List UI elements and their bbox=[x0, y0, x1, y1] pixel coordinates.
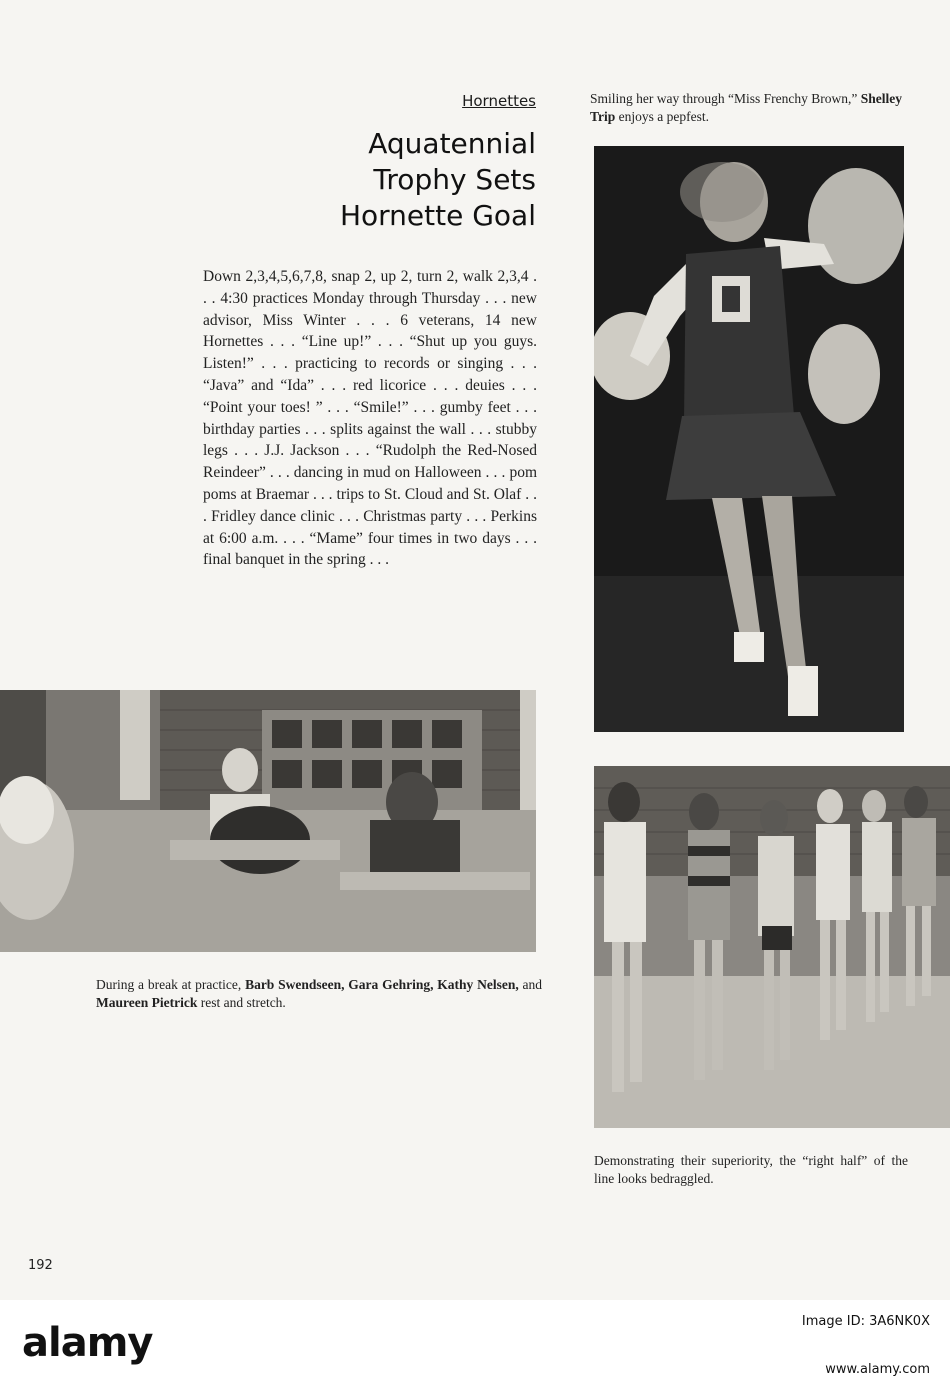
cheerleader-photo bbox=[594, 146, 904, 732]
section-label: Hornettes bbox=[462, 92, 536, 110]
body-text: Down 2,3,4,5,6,7,8, snap 2, up 2, turn 2, walk 2,3,4 . . . 4:30 practices Monday through Thursday . . . new advisor, Miss Winter . . . 6 veterans, 14 new Hornettes . . . “Line up!” . . . “Shut up you guys. Listen!” . . . practicing to records or singing . . . “Java” and “Ida” . . . red licorice . . . deuies . . . “Point your toes! ” . . . “Smile!” . . . gumby feet . . . birthday parties . . . splits against the wall . . . stubby legs . . . J.J. Jackson . . . “Rudolph the Red-Nosed Reindeer” . . . dancing in mud on Halloween . . . pom poms at Braemar . . . trips to St. Cloud and St. Olaf . . . Fridley dance clinic . . . Christmas party . . . Perkins at 6:00 a.m. . . . “Mame” four times in two days . . . final banquet in the spring . . . bbox=[203, 268, 537, 569]
caption-cheerleader: Smiling her way through “Miss Frenchy Brown,” Shelley Trip enjoys a pepfest. bbox=[590, 91, 902, 124]
watermark-footer bbox=[0, 1300, 950, 1390]
caption-practice: During a break at practice, Barb Swendseen, Gara Gehring, Kathy Nelsen, and Maureen Pietrick rest and stretch. bbox=[96, 977, 542, 1010]
headline-line-1: Aquatennial bbox=[368, 127, 536, 160]
page-number: 192 bbox=[28, 1258, 53, 1273]
practice-photo bbox=[0, 690, 536, 952]
headline-line-2: Trophy Sets bbox=[373, 163, 536, 196]
caption-dance-line: Demonstrating their superiority, the “right half” of the line looks bedraggled. bbox=[594, 1153, 908, 1186]
headline-line-3: Hornette Goal bbox=[339, 199, 536, 232]
headline bbox=[240, 126, 536, 234]
alamy-wordmark: alamy bbox=[22, 1320, 153, 1366]
site-url: www.alamy.com bbox=[825, 1362, 930, 1377]
dance-line-photo bbox=[594, 766, 950, 1128]
image-id: Image ID: 3A6NK0X bbox=[801, 1314, 930, 1329]
